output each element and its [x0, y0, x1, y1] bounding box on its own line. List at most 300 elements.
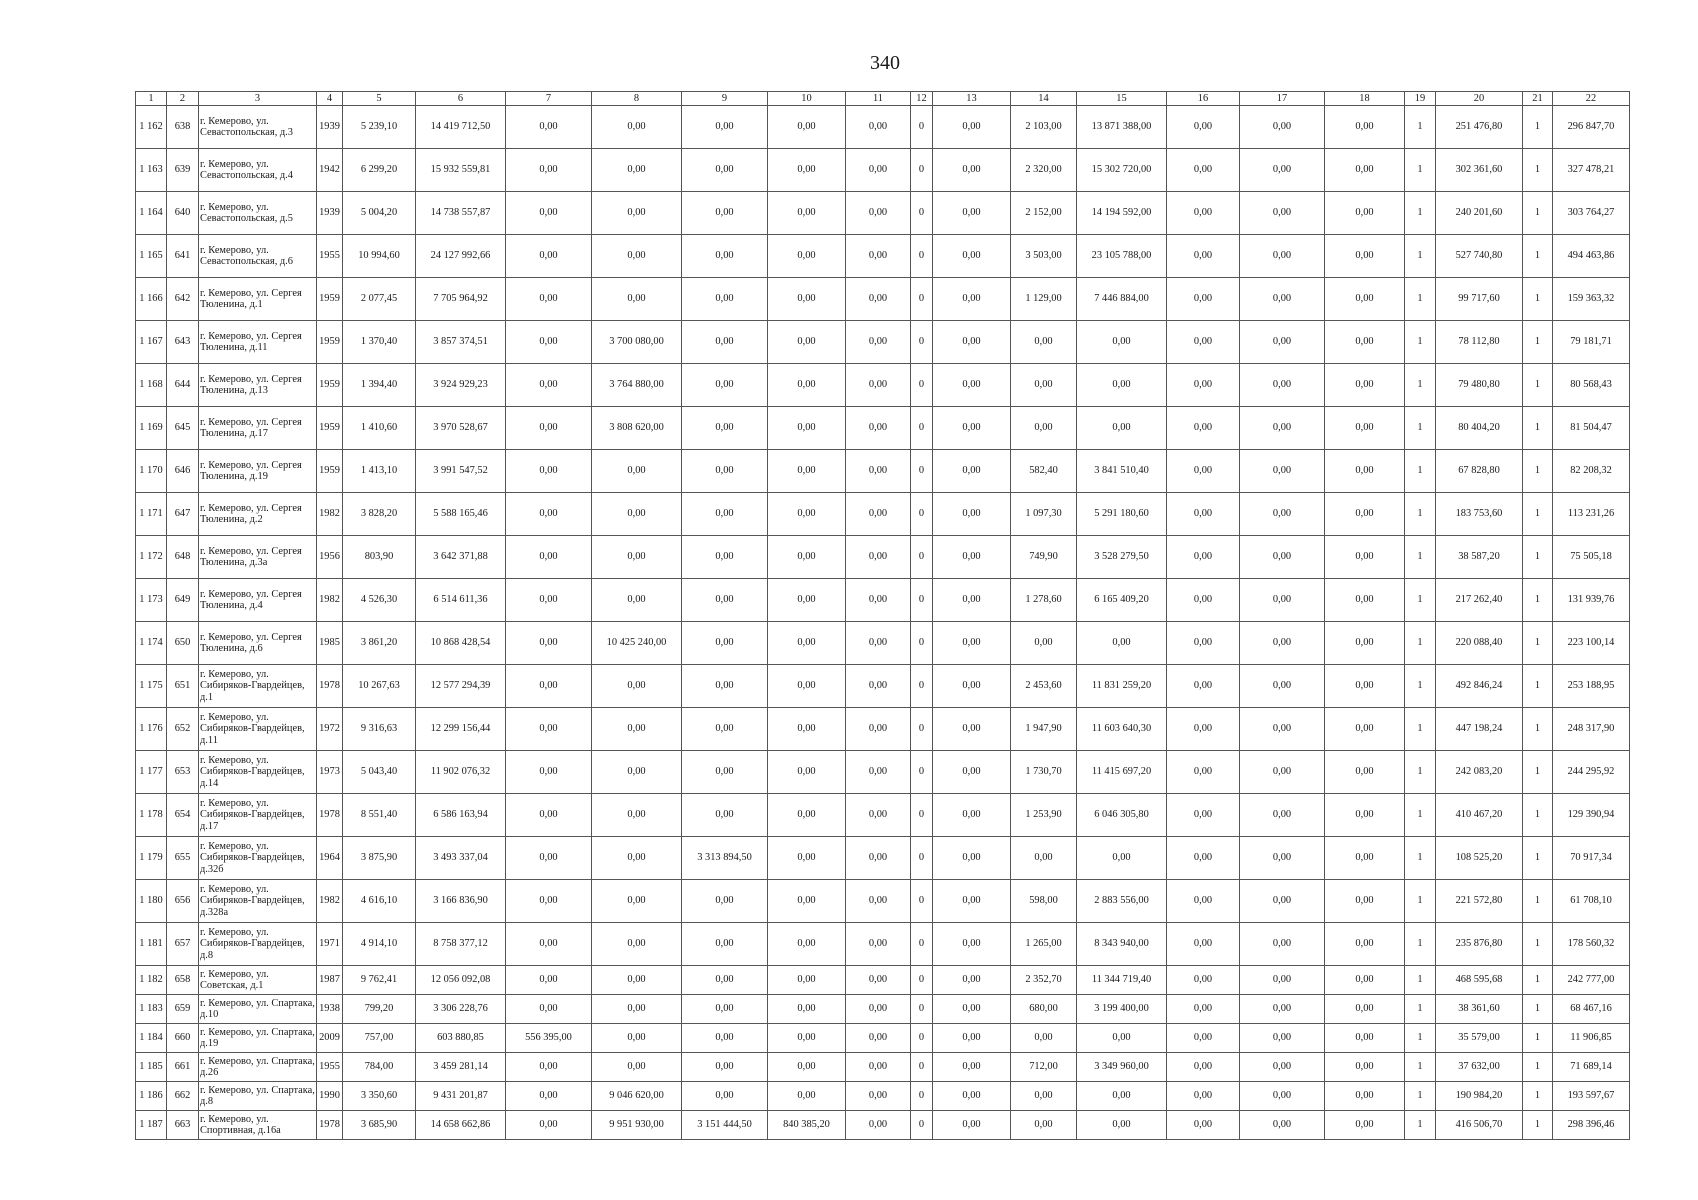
- table-cell: 0,00: [506, 1082, 592, 1111]
- table-cell: 0,00: [1325, 192, 1405, 235]
- table-cell: 0: [911, 235, 933, 278]
- table-cell: 1: [1405, 321, 1436, 364]
- table-cell: 0,00: [506, 995, 592, 1024]
- table-cell: 749,90: [1011, 536, 1077, 579]
- table-cell: 0,00: [1167, 407, 1240, 450]
- address-cell: г. Кемерово, ул. Спартака, д.10: [199, 995, 317, 1024]
- table-cell: 0,00: [846, 106, 911, 149]
- table-cell: 9 951 930,00: [592, 1111, 682, 1140]
- table-cell: 0,00: [768, 995, 846, 1024]
- table-cell: 1: [1405, 364, 1436, 407]
- table-cell: 0,00: [1240, 622, 1325, 665]
- column-header: 2: [167, 92, 199, 106]
- table-cell: 1: [1523, 794, 1553, 837]
- table-cell: 0,00: [682, 995, 768, 1024]
- table-cell: 3 313 894,50: [682, 837, 768, 880]
- table-cell: 1971: [317, 923, 343, 966]
- table-cell: 0,00: [846, 751, 911, 794]
- table-cell: 1 730,70: [1011, 751, 1077, 794]
- table-row: [136, 1082, 1630, 1111]
- table-cell: 1: [1405, 1024, 1436, 1053]
- table-cell: 0,00: [1011, 407, 1077, 450]
- column-header: 13: [933, 92, 1011, 106]
- table-cell: 1938: [317, 995, 343, 1024]
- table-cell: 3 459 281,14: [416, 1053, 506, 1082]
- table-row: [136, 1024, 1630, 1053]
- table-cell: 1 177: [136, 751, 167, 794]
- table-row: [136, 708, 1630, 751]
- table-cell: 1 169: [136, 407, 167, 450]
- table-cell: 0,00: [933, 192, 1011, 235]
- table-row: [136, 622, 1630, 665]
- table-cell: 0: [911, 192, 933, 235]
- table-row: [136, 966, 1630, 995]
- table-cell: 302 361,60: [1436, 149, 1523, 192]
- table-cell: 1990: [317, 1082, 343, 1111]
- table-cell: 0,00: [1167, 1024, 1240, 1053]
- table-cell: 1: [1405, 235, 1436, 278]
- table-cell: 0,00: [682, 106, 768, 149]
- table-cell: 5 043,40: [343, 751, 416, 794]
- table-row: [136, 794, 1630, 837]
- table-cell: 3 875,90: [343, 837, 416, 880]
- table-cell: 1 183: [136, 995, 167, 1024]
- table-cell: 1: [1523, 995, 1553, 1024]
- table-cell: 652: [167, 708, 199, 751]
- table-cell: 0,00: [506, 1053, 592, 1082]
- table-cell: 0,00: [1167, 536, 1240, 579]
- table-cell: 0,00: [933, 665, 1011, 708]
- table-cell: 4 914,10: [343, 923, 416, 966]
- table-cell: 113 231,26: [1553, 493, 1630, 536]
- table-cell: 3 970 528,67: [416, 407, 506, 450]
- table-cell: 1: [1405, 966, 1436, 995]
- table-cell: 1 394,40: [343, 364, 416, 407]
- table-cell: 0,00: [1167, 1082, 1240, 1111]
- table-cell: 643: [167, 321, 199, 364]
- table-cell: 14 658 662,86: [416, 1111, 506, 1140]
- table-cell: 14 419 712,50: [416, 106, 506, 149]
- table-cell: 0,00: [846, 837, 911, 880]
- table-cell: 0,00: [1325, 407, 1405, 450]
- table-row: [136, 493, 1630, 536]
- table-cell: 468 595,68: [1436, 966, 1523, 995]
- table-cell: 0,00: [846, 321, 911, 364]
- column-header: 18: [1325, 92, 1405, 106]
- table-cell: 1982: [317, 880, 343, 923]
- table-cell: 1: [1405, 1082, 1436, 1111]
- table-cell: 0,00: [846, 1053, 911, 1082]
- table-cell: 1956: [317, 536, 343, 579]
- table-cell: 1 168: [136, 364, 167, 407]
- table-cell: 0,00: [592, 450, 682, 493]
- table-cell: 0,00: [846, 1024, 911, 1053]
- table-cell: 0,00: [933, 106, 1011, 149]
- table-row: [136, 450, 1630, 493]
- table-cell: 61 708,10: [1553, 880, 1630, 923]
- address-cell: г. Кемерово, ул. Сибиряков-Гвардейцев, д.14: [199, 751, 317, 794]
- table-cell: 253 188,95: [1553, 665, 1630, 708]
- table-cell: 183 753,60: [1436, 493, 1523, 536]
- table-cell: 757,00: [343, 1024, 416, 1053]
- table-cell: 0,00: [592, 106, 682, 149]
- table-cell: 1955: [317, 1053, 343, 1082]
- table-cell: 1 097,30: [1011, 493, 1077, 536]
- table-cell: 1: [1523, 622, 1553, 665]
- table-cell: 0,00: [768, 407, 846, 450]
- table-cell: 1: [1523, 1111, 1553, 1140]
- table-cell: 1 170: [136, 450, 167, 493]
- table-cell: 0,00: [506, 321, 592, 364]
- table-cell: 0,00: [1011, 1082, 1077, 1111]
- table-cell: 0,00: [1077, 1024, 1167, 1053]
- table-cell: 0,00: [768, 579, 846, 622]
- table-cell: 2 103,00: [1011, 106, 1077, 149]
- table-cell: 0,00: [933, 493, 1011, 536]
- table-row: [136, 407, 1630, 450]
- table-cell: 0,00: [1167, 923, 1240, 966]
- table-cell: 0,00: [768, 1053, 846, 1082]
- table-row: [136, 149, 1630, 192]
- column-header: 22: [1553, 92, 1630, 106]
- table-cell: 327 478,21: [1553, 149, 1630, 192]
- table-cell: 0,00: [682, 364, 768, 407]
- address-cell: г. Кемерово, ул. Спортивная, д.16а: [199, 1111, 317, 1140]
- table-cell: 0,00: [768, 149, 846, 192]
- table-cell: 3 861,20: [343, 622, 416, 665]
- table-row: [136, 665, 1630, 708]
- table-cell: 1959: [317, 407, 343, 450]
- table-cell: 0: [911, 149, 933, 192]
- table-cell: 5 239,10: [343, 106, 416, 149]
- table-cell: 0,00: [1325, 751, 1405, 794]
- table-cell: 2 352,70: [1011, 966, 1077, 995]
- table-cell: 10 994,60: [343, 235, 416, 278]
- table-cell: 0,00: [768, 665, 846, 708]
- table-cell: 0,00: [1325, 708, 1405, 751]
- table-cell: 0,00: [682, 622, 768, 665]
- table-cell: 1: [1405, 278, 1436, 321]
- table-cell: 99 717,60: [1436, 278, 1523, 321]
- table-cell: 0,00: [768, 192, 846, 235]
- table-cell: 0,00: [1077, 837, 1167, 880]
- table-cell: 0,00: [1325, 321, 1405, 364]
- table-cell: 0,00: [846, 880, 911, 923]
- table-cell: 0,00: [592, 278, 682, 321]
- table-row: [136, 192, 1630, 235]
- table-cell: 8 758 377,12: [416, 923, 506, 966]
- table-cell: 75 505,18: [1553, 536, 1630, 579]
- table-cell: 0,00: [506, 235, 592, 278]
- table-cell: 38 587,20: [1436, 536, 1523, 579]
- table-cell: 1972: [317, 708, 343, 751]
- table-cell: 1 163: [136, 149, 167, 192]
- table-cell: 0,00: [768, 880, 846, 923]
- table-cell: 0,00: [506, 794, 592, 837]
- table-cell: 242 777,00: [1553, 966, 1630, 995]
- table-cell: 1 176: [136, 708, 167, 751]
- table-cell: 1: [1523, 407, 1553, 450]
- address-cell: г. Кемерово, ул. Севастопольская, д.3: [199, 106, 317, 149]
- table-cell: 223 100,14: [1553, 622, 1630, 665]
- table-cell: 0,00: [592, 880, 682, 923]
- table-cell: 1 410,60: [343, 407, 416, 450]
- table-cell: 1 413,10: [343, 450, 416, 493]
- table-cell: 3 700 080,00: [592, 321, 682, 364]
- table-cell: 0,00: [1167, 995, 1240, 1024]
- table-cell: 1: [1523, 536, 1553, 579]
- table-cell: 0,00: [1167, 364, 1240, 407]
- table-cell: 3 685,90: [343, 1111, 416, 1140]
- table-cell: 658: [167, 966, 199, 995]
- table-cell: 0,00: [1240, 450, 1325, 493]
- table-cell: 0,00: [1325, 1082, 1405, 1111]
- table-cell: 0,00: [506, 665, 592, 708]
- table-cell: 0,00: [1240, 1053, 1325, 1082]
- table-cell: 0,00: [1077, 622, 1167, 665]
- table-row: [136, 837, 1630, 880]
- table-cell: 1 171: [136, 493, 167, 536]
- table-row: [136, 923, 1630, 966]
- table-cell: 3 306 228,76: [416, 995, 506, 1024]
- table-cell: 0,00: [506, 364, 592, 407]
- table-cell: 12 056 092,08: [416, 966, 506, 995]
- table-cell: 1 181: [136, 923, 167, 966]
- table-row: [136, 278, 1630, 321]
- table-cell: 0,00: [1011, 837, 1077, 880]
- table-cell: 1939: [317, 192, 343, 235]
- table-cell: 0,00: [1077, 321, 1167, 364]
- column-header: 16: [1167, 92, 1240, 106]
- table-cell: 0,00: [1240, 923, 1325, 966]
- table-cell: 0,00: [1240, 579, 1325, 622]
- table-cell: 3 349 960,00: [1077, 1053, 1167, 1082]
- table-cell: 0,00: [506, 579, 592, 622]
- table-cell: 712,00: [1011, 1053, 1077, 1082]
- table-cell: 3 857 374,51: [416, 321, 506, 364]
- table-cell: 653: [167, 751, 199, 794]
- table-cell: 0,00: [1167, 622, 1240, 665]
- address-cell: г. Кемерово, ул. Спартака, д.8: [199, 1082, 317, 1111]
- table-cell: 217 262,40: [1436, 579, 1523, 622]
- table-cell: 0,00: [1325, 536, 1405, 579]
- table-cell: 108 525,20: [1436, 837, 1523, 880]
- table-cell: 0,00: [1167, 235, 1240, 278]
- table-cell: 1 164: [136, 192, 167, 235]
- table-cell: 178 560,32: [1553, 923, 1630, 966]
- table-cell: 1964: [317, 837, 343, 880]
- table-cell: 0,00: [933, 995, 1011, 1024]
- table-cell: 0,00: [1167, 1053, 1240, 1082]
- table-cell: 0,00: [592, 708, 682, 751]
- address-cell: г. Кемерово, ул. Севастопольская, д.5: [199, 192, 317, 235]
- column-header: 6: [416, 92, 506, 106]
- table-cell: 0,00: [933, 1053, 1011, 1082]
- table-cell: 0,00: [1167, 837, 1240, 880]
- table-cell: 638: [167, 106, 199, 149]
- table-cell: 1: [1405, 665, 1436, 708]
- table-cell: 0,00: [846, 407, 911, 450]
- address-cell: г. Кемерово, ул. Сибиряков-Гвардейцев, д.1: [199, 665, 317, 708]
- table-cell: 0,00: [592, 149, 682, 192]
- table-cell: 0,00: [933, 407, 1011, 450]
- table-cell: 1955: [317, 235, 343, 278]
- table-cell: 0,00: [682, 450, 768, 493]
- table-cell: 0,00: [1167, 278, 1240, 321]
- table-cell: 0,00: [768, 923, 846, 966]
- table-cell: 556 395,00: [506, 1024, 592, 1053]
- table-cell: 303 764,27: [1553, 192, 1630, 235]
- table-cell: 0,00: [592, 493, 682, 536]
- table-cell: 1: [1405, 149, 1436, 192]
- table-cell: 1 172: [136, 536, 167, 579]
- table-cell: 0,00: [1325, 1111, 1405, 1140]
- table-cell: 6 165 409,20: [1077, 579, 1167, 622]
- table-cell: 3 924 929,23: [416, 364, 506, 407]
- table-cell: 1978: [317, 665, 343, 708]
- table-cell: 0,00: [682, 1024, 768, 1053]
- column-header: 10: [768, 92, 846, 106]
- table-row: [136, 751, 1630, 794]
- table-cell: 159 363,32: [1553, 278, 1630, 321]
- table-cell: 0,00: [846, 966, 911, 995]
- table-cell: 0,00: [1325, 149, 1405, 192]
- table-cell: 0,00: [592, 751, 682, 794]
- table-cell: 0,00: [1325, 1024, 1405, 1053]
- table-cell: 1973: [317, 751, 343, 794]
- table-cell: 1: [1523, 1082, 1553, 1111]
- table-cell: 0,00: [682, 579, 768, 622]
- table-cell: 1: [1405, 837, 1436, 880]
- table-cell: 296 847,70: [1553, 106, 1630, 149]
- table-cell: 0,00: [768, 794, 846, 837]
- table-cell: 0,00: [768, 536, 846, 579]
- table-cell: 659: [167, 995, 199, 1024]
- address-cell: г. Кемерово, ул. Советская, д.1: [199, 966, 317, 995]
- table-cell: 5 588 165,46: [416, 493, 506, 536]
- table-cell: 1982: [317, 579, 343, 622]
- table-cell: 0,00: [846, 708, 911, 751]
- table-cell: 9 431 201,87: [416, 1082, 506, 1111]
- table-cell: 79 181,71: [1553, 321, 1630, 364]
- table-cell: 12 299 156,44: [416, 708, 506, 751]
- table-cell: 655: [167, 837, 199, 880]
- table-cell: 0,00: [933, 880, 1011, 923]
- table-cell: 1: [1405, 1053, 1436, 1082]
- column-header: 17: [1240, 92, 1325, 106]
- table-cell: 38 361,60: [1436, 995, 1523, 1024]
- table-cell: 663: [167, 1111, 199, 1140]
- table-cell: 661: [167, 1053, 199, 1082]
- column-header: 21: [1523, 92, 1553, 106]
- table-cell: 67 828,80: [1436, 450, 1523, 493]
- table-cell: 647: [167, 493, 199, 536]
- table-cell: 1 947,90: [1011, 708, 1077, 751]
- table-cell: 1 179: [136, 837, 167, 880]
- table-cell: 0,00: [933, 321, 1011, 364]
- column-header: 11: [846, 92, 911, 106]
- table-cell: 0,00: [1011, 622, 1077, 665]
- table-cell: 0,00: [1325, 106, 1405, 149]
- table-cell: 6 299,20: [343, 149, 416, 192]
- table-cell: 0,00: [1325, 995, 1405, 1024]
- table-cell: 131 939,76: [1553, 579, 1630, 622]
- table-cell: 1: [1523, 149, 1553, 192]
- table-cell: 0,00: [592, 536, 682, 579]
- table-cell: 0,00: [682, 278, 768, 321]
- table-cell: 0,00: [1011, 1111, 1077, 1140]
- table-cell: 640: [167, 192, 199, 235]
- table-cell: 0,00: [506, 1111, 592, 1140]
- table-cell: 9 762,41: [343, 966, 416, 995]
- table-cell: 1 184: [136, 1024, 167, 1053]
- table-cell: 651: [167, 665, 199, 708]
- address-cell: г. Кемерово, ул. Сергея Тюленина, д.19: [199, 450, 317, 493]
- table-cell: 0,00: [1167, 579, 1240, 622]
- table-cell: 0,00: [1240, 149, 1325, 192]
- table-cell: 0,00: [933, 794, 1011, 837]
- table-cell: 1959: [317, 278, 343, 321]
- table-cell: 79 480,80: [1436, 364, 1523, 407]
- table-cell: 0,00: [682, 192, 768, 235]
- table-cell: 0: [911, 1024, 933, 1053]
- table-cell: 1: [1523, 450, 1553, 493]
- address-cell: г. Кемерово, ул. Сибиряков-Гвардейцев, д.11: [199, 708, 317, 751]
- table-cell: 7 705 964,92: [416, 278, 506, 321]
- table-cell: 0,00: [1240, 106, 1325, 149]
- page-number: 340: [870, 52, 900, 74]
- table-cell: 1 185: [136, 1053, 167, 1082]
- table-cell: 1: [1523, 321, 1553, 364]
- table-cell: 1: [1523, 192, 1553, 235]
- table-cell: 0,00: [846, 923, 911, 966]
- table-cell: 15 932 559,81: [416, 149, 506, 192]
- table-cell: 190 984,20: [1436, 1082, 1523, 1111]
- table-cell: 0: [911, 364, 933, 407]
- table-cell: 0,00: [1167, 665, 1240, 708]
- table-cell: 6 046 305,80: [1077, 794, 1167, 837]
- table-cell: 8 343 940,00: [1077, 923, 1167, 966]
- table-cell: 0,00: [592, 923, 682, 966]
- table-cell: 2 152,00: [1011, 192, 1077, 235]
- table-cell: 0,00: [1240, 493, 1325, 536]
- table-cell: 648: [167, 536, 199, 579]
- table-cell: 1982: [317, 493, 343, 536]
- table-cell: 0,00: [506, 493, 592, 536]
- table-row: [136, 536, 1630, 579]
- table-cell: 0,00: [506, 880, 592, 923]
- table-cell: 71 689,14: [1553, 1053, 1630, 1082]
- table-cell: 10 425 240,00: [592, 622, 682, 665]
- table-cell: 248 317,90: [1553, 708, 1630, 751]
- table-cell: 242 083,20: [1436, 751, 1523, 794]
- table-cell: 1 180: [136, 880, 167, 923]
- table-cell: 0,00: [1011, 1024, 1077, 1053]
- table-cell: 1: [1523, 364, 1553, 407]
- table-cell: 0: [911, 1053, 933, 1082]
- table-cell: 0,00: [1325, 278, 1405, 321]
- table-cell: 0,00: [768, 493, 846, 536]
- table-cell: 1: [1523, 1024, 1553, 1053]
- table-cell: 0,00: [1167, 450, 1240, 493]
- table-cell: 0: [911, 407, 933, 450]
- table-cell: 5 291 180,60: [1077, 493, 1167, 536]
- address-cell: г. Кемерово, ул. Спартака, д.19: [199, 1024, 317, 1053]
- table-cell: 0: [911, 708, 933, 751]
- table-cell: 0,00: [682, 1082, 768, 1111]
- table-cell: 0,00: [592, 192, 682, 235]
- table-cell: 0,00: [592, 995, 682, 1024]
